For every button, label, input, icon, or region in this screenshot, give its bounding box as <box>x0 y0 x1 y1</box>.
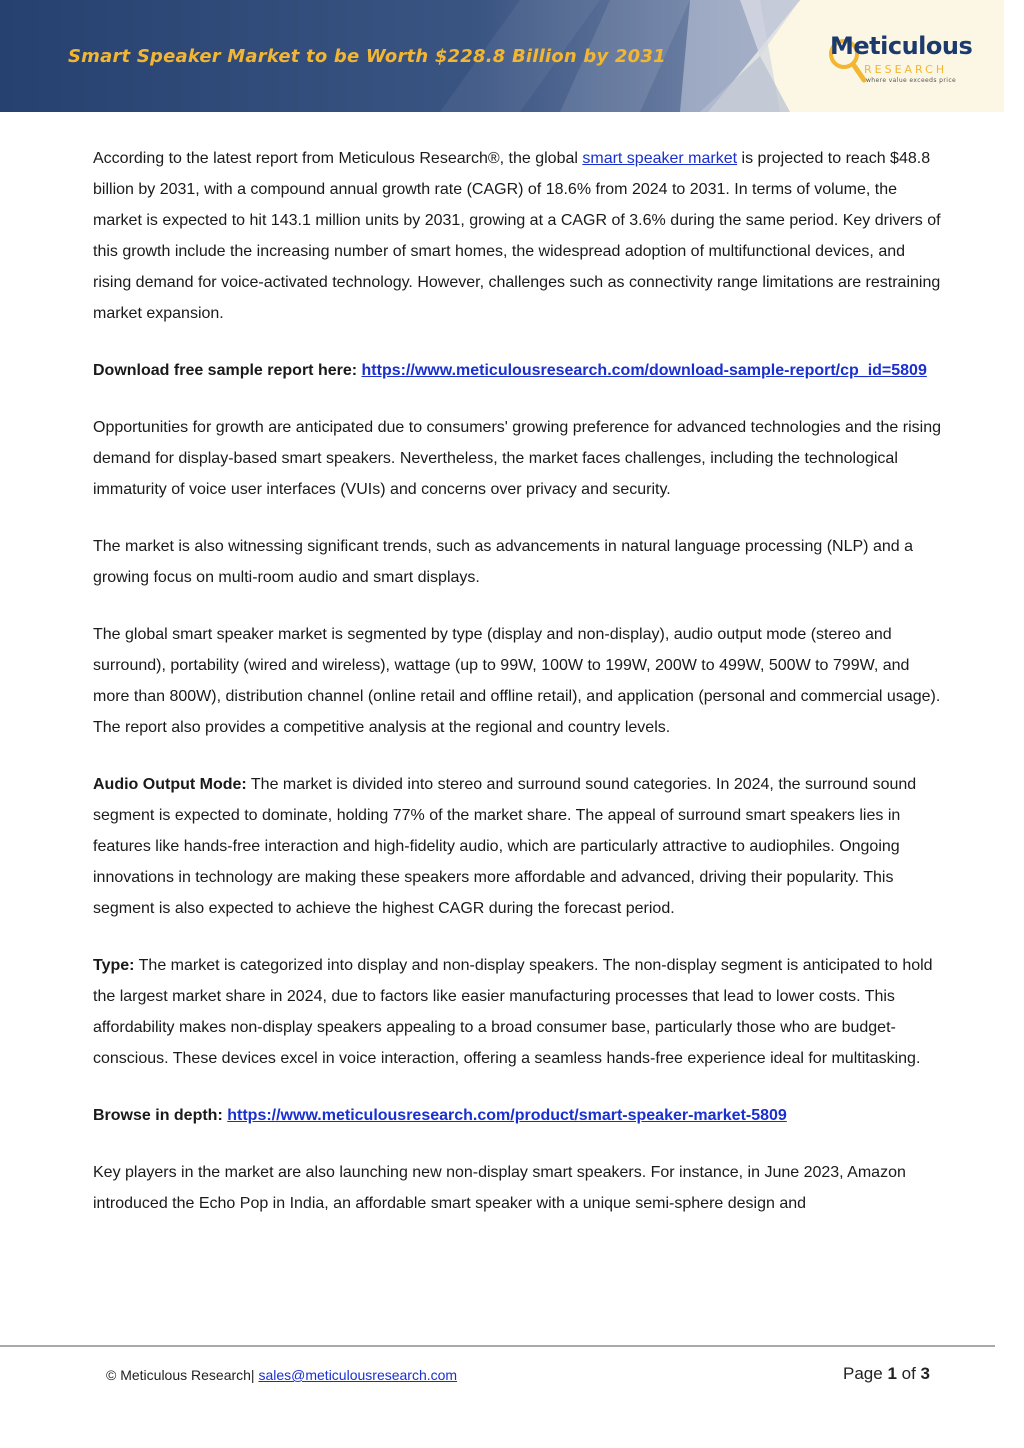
browse-in-depth-link[interactable]: https://www.meticulousresearch.com/product/smart-speaker-market-5809 <box>227 1107 787 1124</box>
smart-speaker-market-link[interactable]: smart speaker market <box>582 150 738 167</box>
type-text: The market is categorized into display and non-display speakers. The non-display segment is anticipated to hold the largest market share in 2024, due to factors like easier manufacturing processes that lead to lower costs. This affordability makes non-display speakers appealing to a broad consumer base, particularly those who are budget-conscious. These devices excel in voice interaction, offering a seamless hands-free experience ideal for multitasking. <box>93 957 933 1067</box>
page-title: Smart Speaker Market to be Worth $228.8 Billion by 2031 <box>68 46 666 67</box>
type-label: Type: <box>93 957 135 974</box>
key-players-paragraph: Key players in the market are also launching new non-display smart speakers. For instance, in June 2023, Amazon introduced the Echo Pop in India, an affordable smart speaker with a unique semi-sphere design and <box>93 1164 906 1212</box>
download-label: Download free sample report here: <box>93 362 362 379</box>
audio-output-paragraph <box>93 769 943 924</box>
footer-copyright: © Meticulous Research| <box>106 1367 259 1383</box>
download-paragraph <box>93 355 943 386</box>
opportunities-paragraph: Opportunities for growth are anticipated due to consumers' growing preference for advanced technologies and the rising demand for display-based smart speakers. Nevertheless, the market faces challenges, including the technological immaturity of voice user interfaces (VUIs) and concerns over privacy and security. <box>93 419 941 498</box>
footer-contact <box>106 1367 457 1383</box>
segmentation-paragraph: The global smart speaker market is segmented by type (display and non-display), audio output mode (stereo and surround), portability (wired and wireless), wattage (up to 99W, 100W to 199W, 200W to 499W, 500W to 799W, and more than 800W), distribution channel (online retail and offline retail), and application (personal and commercial usage). The report also provides a competitive analysis at the regional and country levels. <box>93 626 941 736</box>
browse-paragraph <box>93 1100 943 1131</box>
logo-name: Meticulous <box>830 32 973 60</box>
document-body <box>93 143 943 1245</box>
logo-sub: RESEARCH <box>864 63 948 76</box>
page-current: 1 <box>887 1364 897 1383</box>
download-sample-link[interactable]: https://www.meticulousresearch.com/download-sample-report/cp_id=5809 <box>361 362 927 379</box>
browse-label: Browse in depth: <box>93 1107 228 1124</box>
audio-output-text: The market is divided into stereo and surround sound categories. In 2024, the surround sound segment is expected to dominate, holding 77% of the market share. The appeal of surround smart speakers lies in features like hands-free interaction and high-fidelity audio, which are particularly attractive to audiophiles. Ongoing innovations in technology are making these speakers more affordable and advanced, driving their popularity. This segment is also expected to achieve the highest CAGR during the forecast period. <box>93 776 917 917</box>
intro-text-end: is projected to reach $48.8 billion by 2031, with a compound annual growth rate (CAGR) of 18.6% from 2024 to 2031. In terms of volume, the market is expected to hit 143.1 million units by 2031, growing at a CAGR of 3.6% during the same period. Key drivers of this growth include the increasing number of smart homes, the widespread adoption of multifunctional devices, and rising demand for voice-activated technology. However, challenges such as connectivity range limitations are restraining market expansion. <box>93 150 941 322</box>
page-of: of <box>896 1364 921 1383</box>
type-paragraph <box>93 950 943 1074</box>
meticulous-logo <box>824 30 973 88</box>
intro-text-start: According to the latest report from Meticulous Research®, the global <box>93 150 583 167</box>
audio-output-label: Audio Output Mode: <box>93 776 247 793</box>
page-total: 3 <box>920 1364 930 1383</box>
page-number <box>843 1364 930 1384</box>
footer-divider <box>0 1345 995 1347</box>
logo-tagline: where value exceeds price <box>866 77 957 84</box>
intro-paragraph <box>93 143 943 329</box>
trends-paragraph: The market is also witnessing significant trends, such as advancements in natural language processing (NLP) and a growing focus on multi-room audio and smart displays. <box>93 538 913 586</box>
page-header <box>0 0 1004 112</box>
footer-email-link[interactable]: sales@meticulousresearch.com <box>258 1367 458 1383</box>
page-word: Page <box>843 1364 888 1383</box>
